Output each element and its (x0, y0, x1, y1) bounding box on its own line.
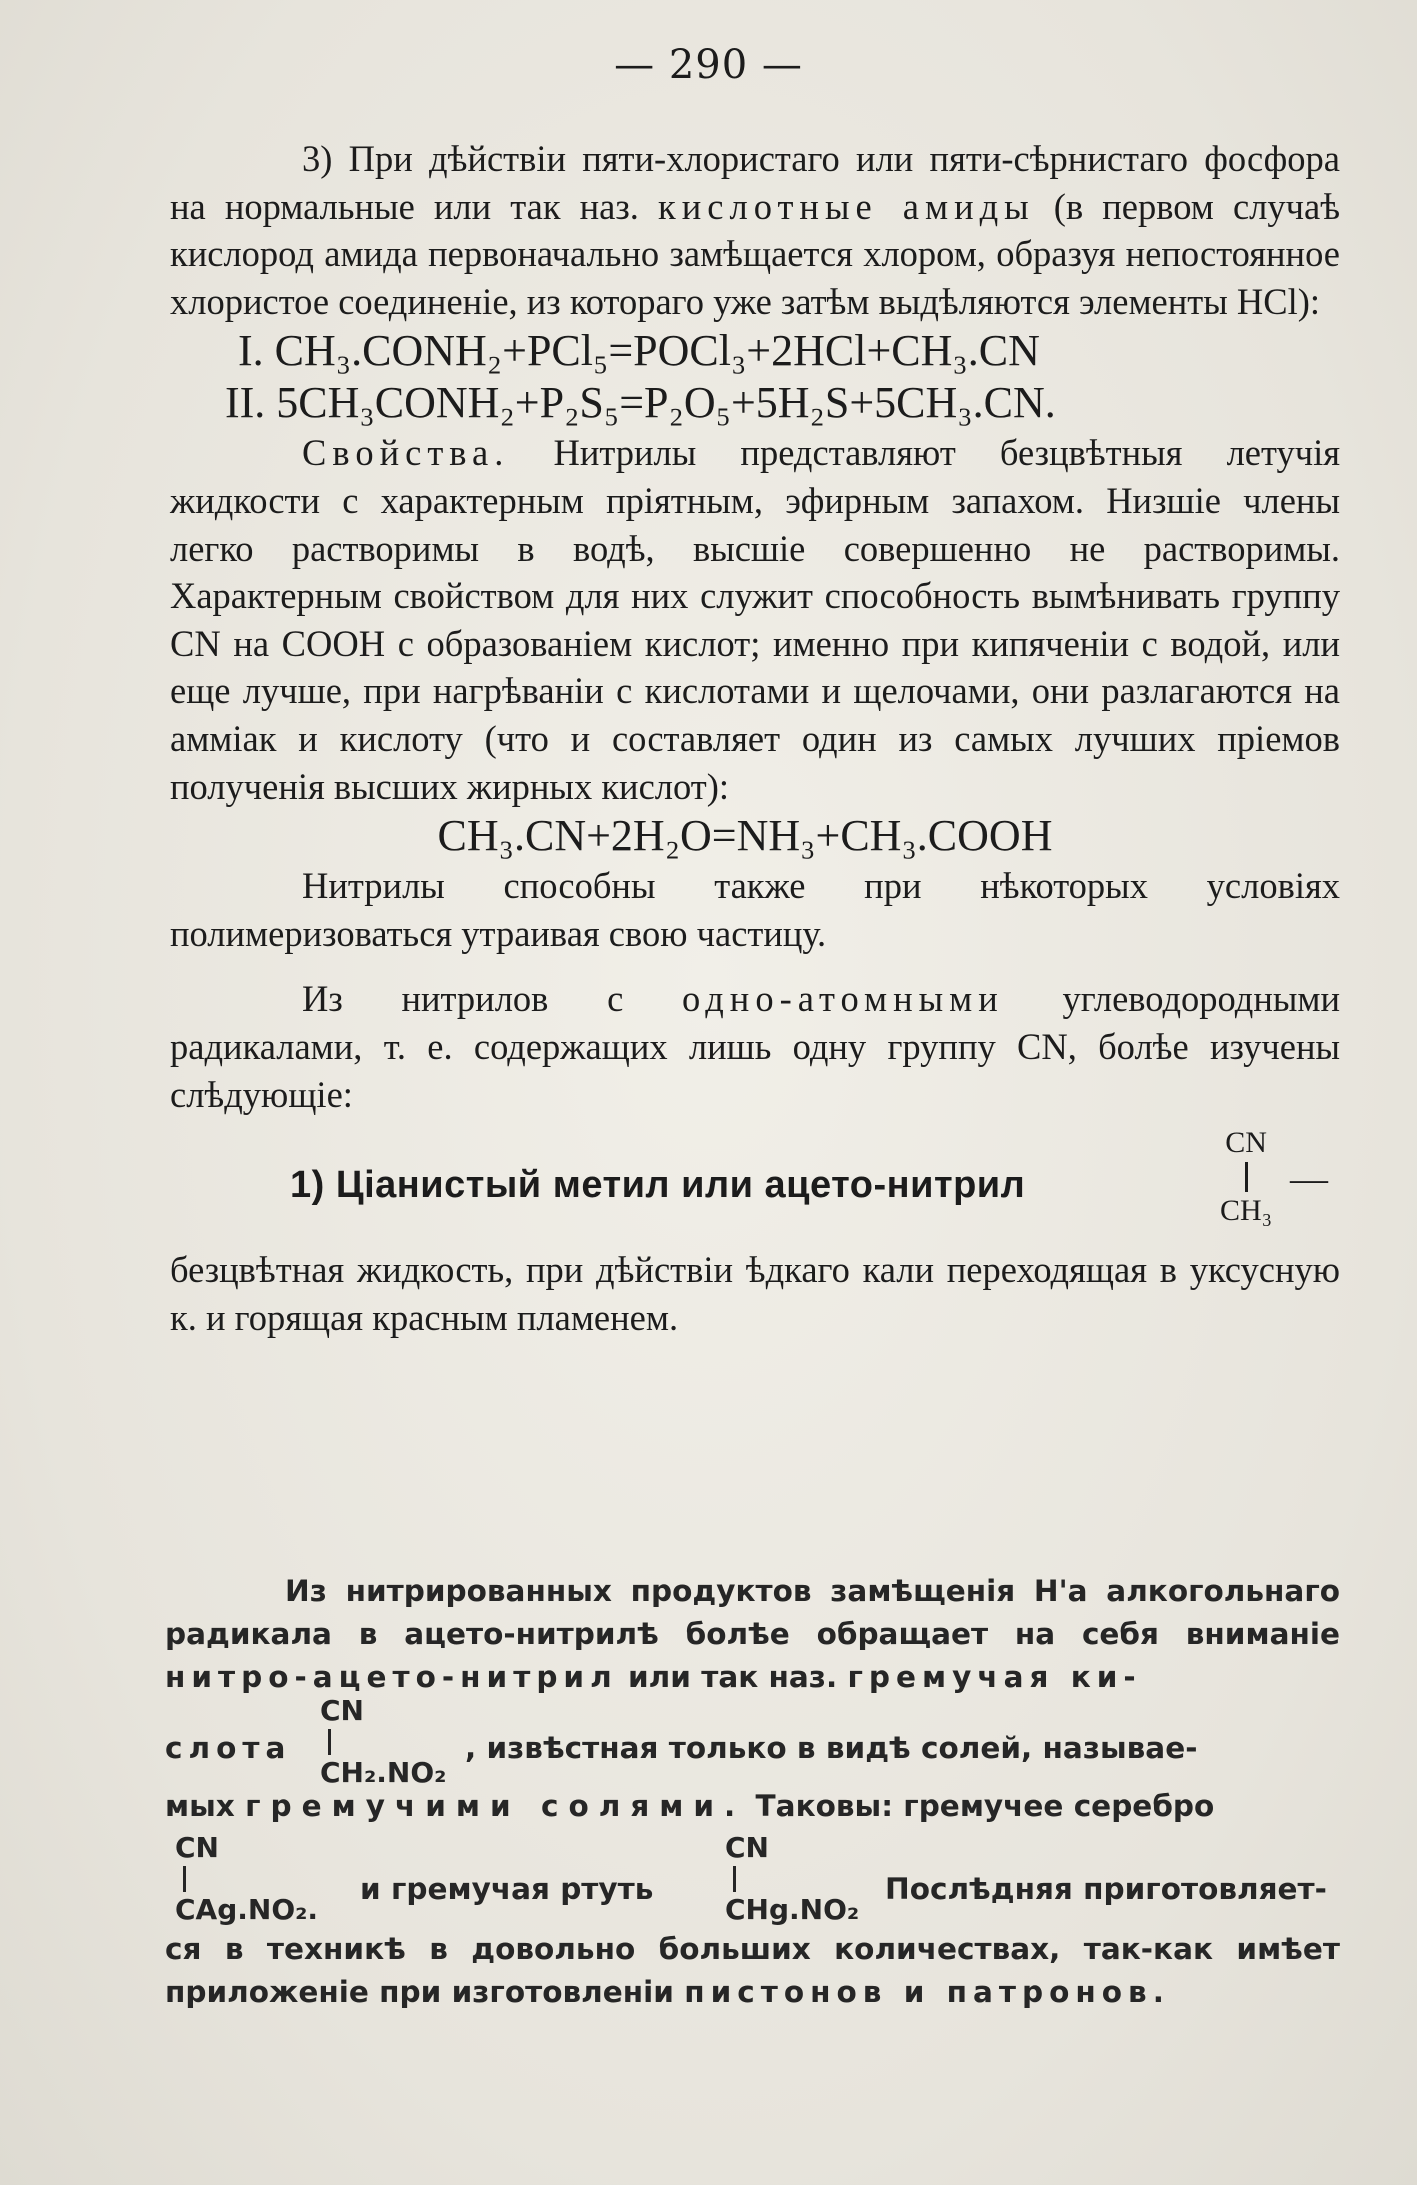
spaced-term: кислотные амиды (658, 185, 1035, 227)
fulminic-acid-line: слота CN CH₂.NO₂ , извѣстная только в видѣ солей, называе- (165, 1694, 1198, 1789)
small-last-paragraph: ся в техникѣ в довольно больших количествах, так-как имѣет приложеніе при изготовленіи пистонов и патронов. (165, 1932, 1340, 2009)
silver-structure: CN CAg.NO₂. (175, 1831, 319, 1926)
formula-3: CH₃.CN+2H₂O=NH₃+CH₃.COOH (437, 811, 1053, 861)
paragraph-properties: Свойства. Нитрилы представляют безцвѣтныя летучія жидкости с характерным пріятным, эфирным запахом. Низшіе члены легко растворимы в водѣ, высшіе совершенно не растворимы. Характерным свойством для них служит способность вымѣнивать группу CN на COOH с образованіем кислот; именно при кипяченіи с водой, или еще лучше, при нагрѣваніи с кислотами и щелочами, они разлагаются на амміак и кислоту (что и составляет один из самых лучших пріемов полученія высших жирных кислот): (170, 432, 1341, 807)
fulminates-structures: CN CAg.NO₂. и гремучая ртуть CN CHg.NO₂ Послѣдняя приготовляет- (175, 1831, 1327, 1926)
page-number: — 290 — (614, 42, 803, 88)
item-description: безцвѣтная жидкость, при дѣйствіи ѣдкаго кали переходящая в уксусную к. и горящая красным пламенем. (170, 1249, 1340, 1338)
mercury-structure: CN CHg.NO₂ (725, 1831, 860, 1926)
structure-formula: CN CH₃ (1220, 1126, 1273, 1228)
small-print (165, 1570, 1340, 2014)
small-paragraph: Из нитрированных продуктов замѣщенія H'а алкогольнаго радикала в ацето-нитрилѣ болѣе обращает на себя вниманіе нитро-ацето-нитрил или так наз. гремучая ки- (165, 1574, 1340, 1694)
item-acetonitrile (170, 1128, 1340, 1246)
item-label: 1) Ціанистый метил или ацето-нитрил (290, 1164, 1026, 1207)
bond-line (1245, 1162, 1248, 1192)
main-text (170, 135, 1340, 1341)
dash: — (1290, 1158, 1328, 1201)
formula-1: I. CH₃.CONH₂+PCl₅=POCl₃+2HCl+CH₃.CN (238, 326, 1040, 376)
paragraph-preparation: 3) При дѣйствіи пяти-хлористаго или пяти-сѣрнистаго фосфора на нормальные или так наз. кислотные амиды (в первом случаѣ кислород амида первоначально замѣщается хлором, образуя непостоянное хлористое соединеніе, из котораго уже затѣм выдѣляются элементы HCl): (170, 138, 1341, 322)
properties-heading: Свойства. (302, 432, 510, 474)
paragraph-polymer: Нитрилы способны также при нѣкоторых условіях полимеризоваться утраивая свою частицу. (170, 865, 1340, 954)
paragraph-nitriles: Из нитрилов с одно-атомными углеводородными радикалами, т. е. содержащих лишь одну группу CN, болѣе изучены слѣдующіе: (170, 978, 1341, 1115)
spaced-term: одно-атомными (682, 978, 1004, 1020)
fulminic-structure: CN CH₂.NO₂ (320, 1694, 447, 1789)
formula-2: II. 5CH₃CONH₂+P₂S₅=P₂O₅+5H₂S+5CH₃.CN. (225, 378, 1056, 428)
fulminates-line: мых гремучими солями. Таковы: гремучее серебро (165, 1789, 1215, 1823)
